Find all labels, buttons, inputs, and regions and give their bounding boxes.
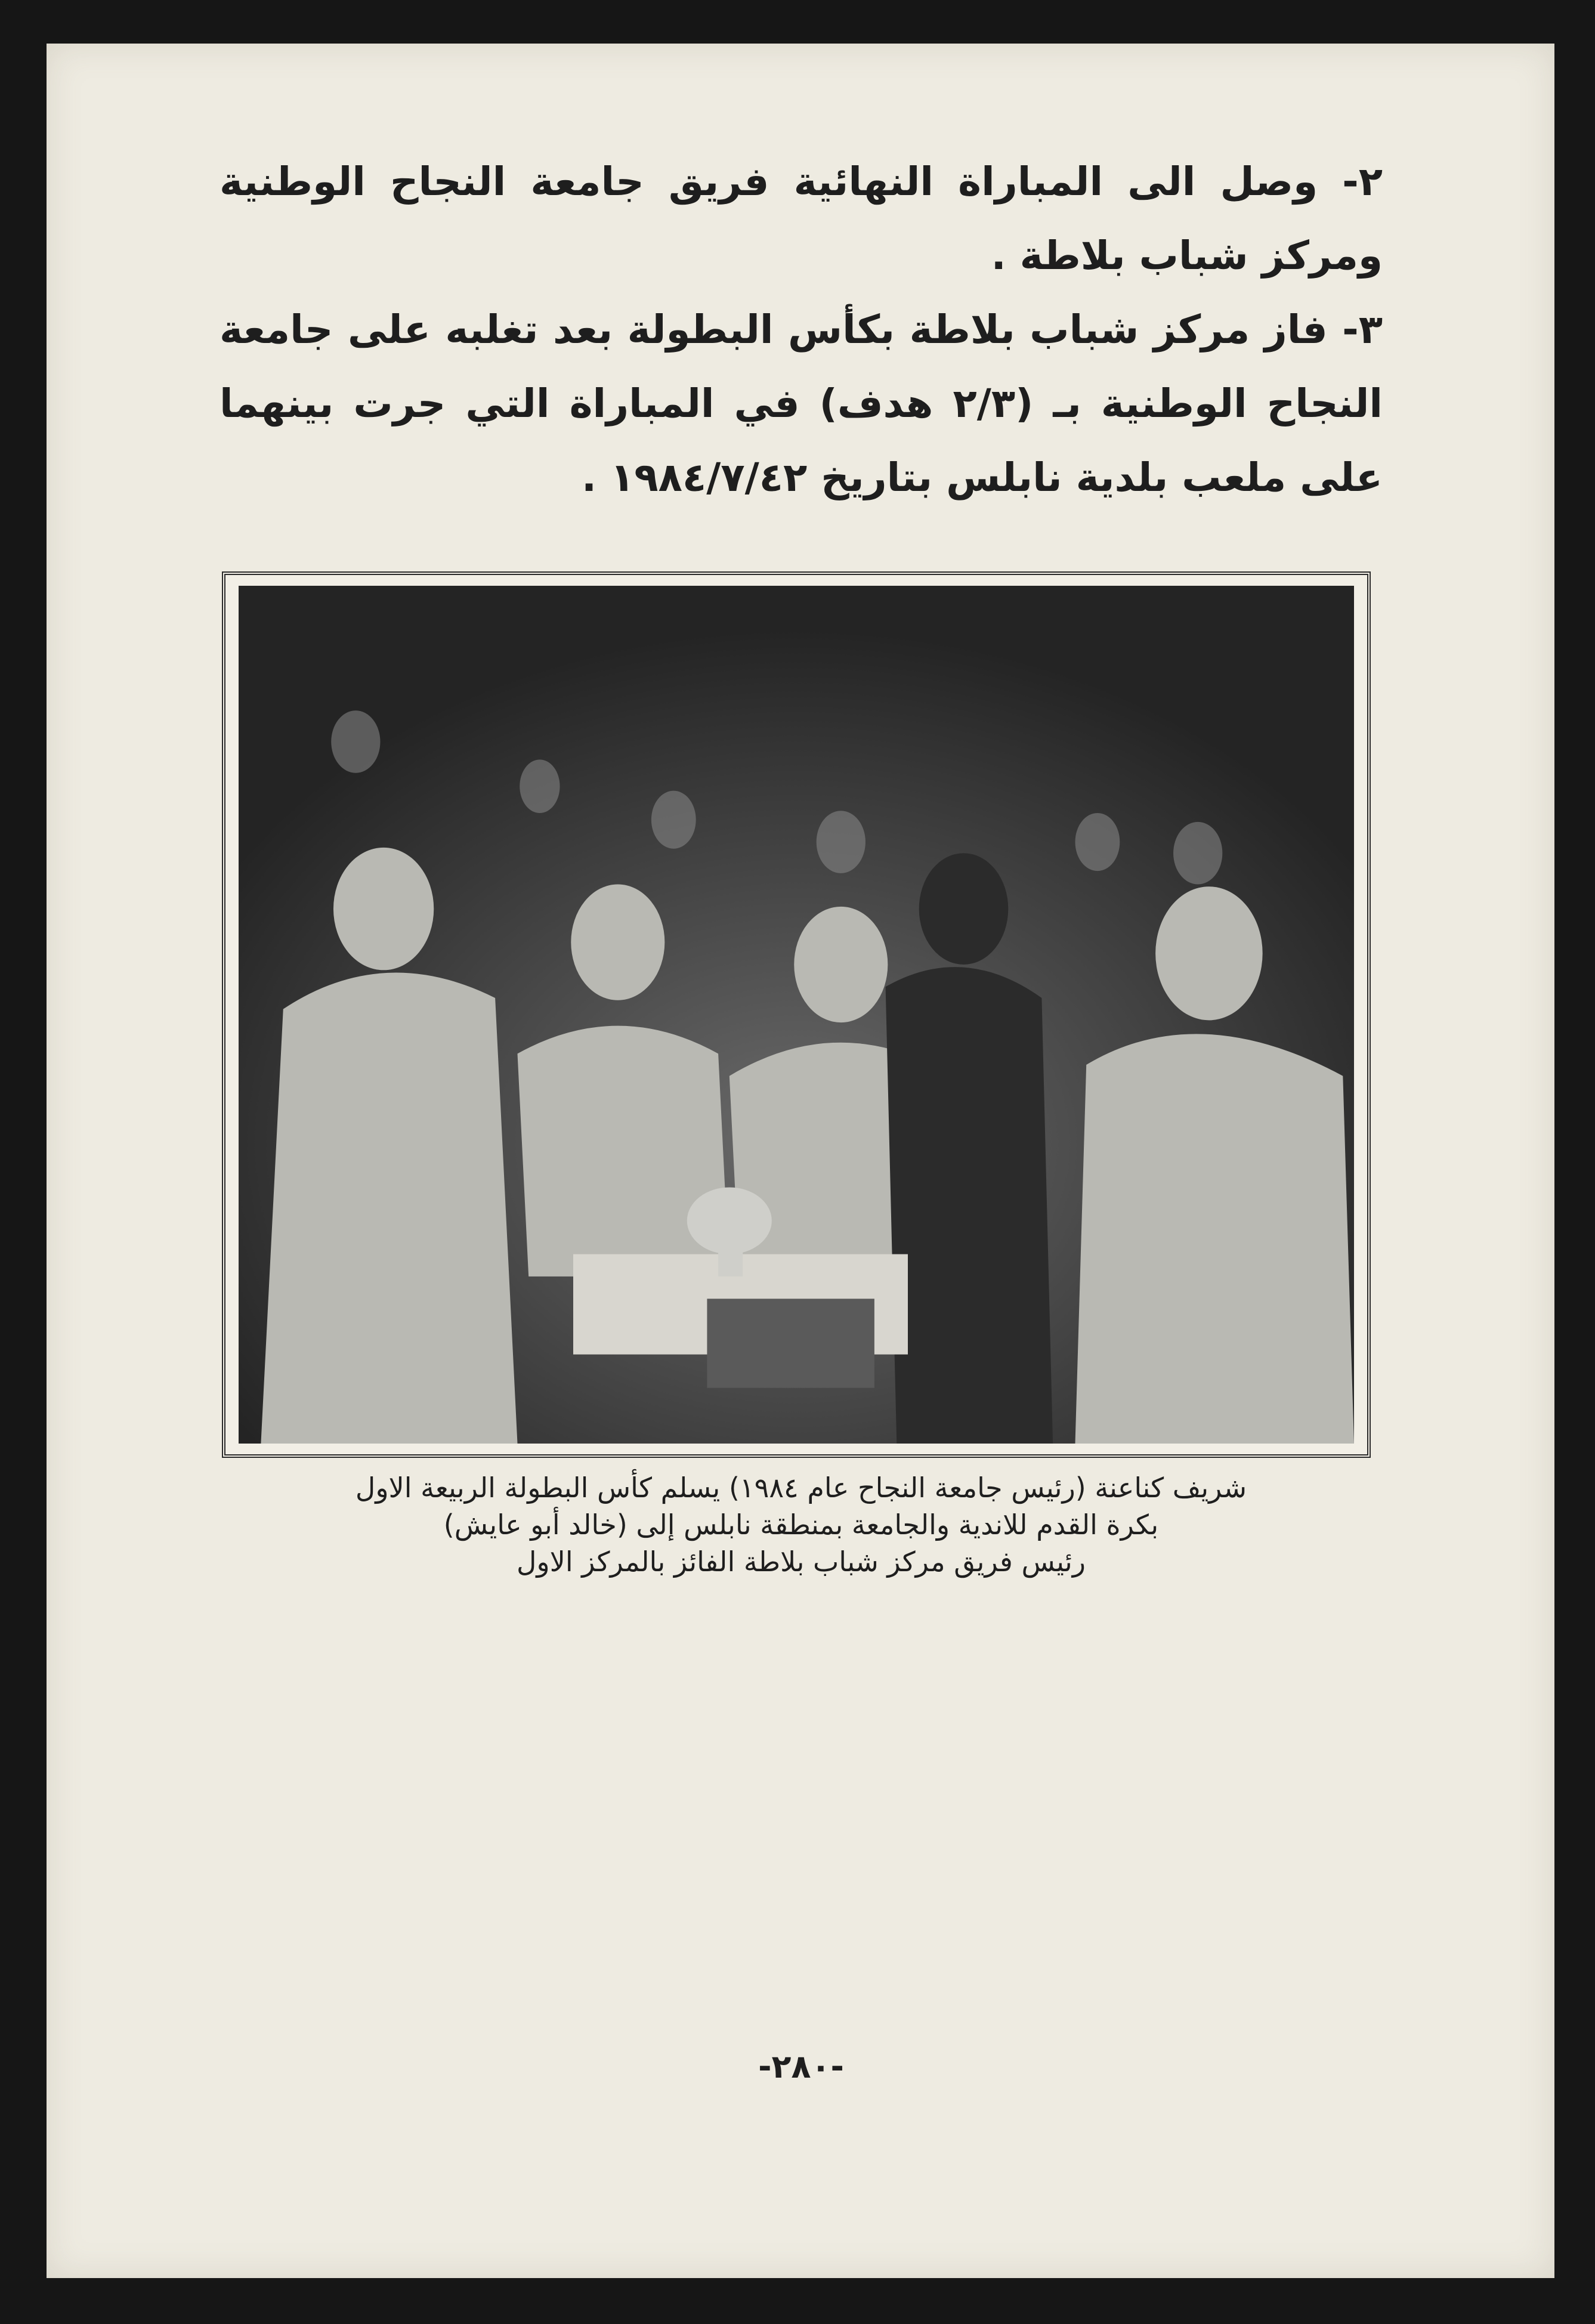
caption-line-1: شريف كناعنة (رئيس جامعة النجاح عام ١٩٨٤) يسلم كأس البطولة الربيعة الاول — [355, 1472, 1247, 1504]
trophy-ceremony-photo — [239, 586, 1354, 1444]
paragraph-2: ٢- وصل الى المباراة النهائية فريق جامعة النجاح الوطنية ومركز شباب بلاطة . — [220, 159, 1383, 279]
photo-illustration — [239, 586, 1354, 1444]
paragraph-3: ٣- فاز مركز شباب بلاطة بكأس البطولة بعد تغلبه على جامعة النجاح الوطنية بـ (٢/٣ هدف) في المباراة التي جرت بينهما على ملعب بلدية نابلس بتاريخ ١٩٨٤/٧/٤٢ . — [220, 307, 1383, 500]
caption-line-3: رئيس فريق مركز شباب بلاطة الفائز بالمركز الاول — [516, 1546, 1086, 1578]
photo-caption — [225, 1469, 1377, 1580]
page-number: -٢٨٠- — [758, 2048, 844, 2085]
caption-line-2: بكرة القدم للاندية والجامعة بمنطقة نابلس إلى (خالد أبو عايش) — [443, 1509, 1159, 1541]
document-page — [47, 44, 1554, 2278]
body-text — [220, 145, 1383, 515]
photo-frame — [222, 571, 1371, 1458]
